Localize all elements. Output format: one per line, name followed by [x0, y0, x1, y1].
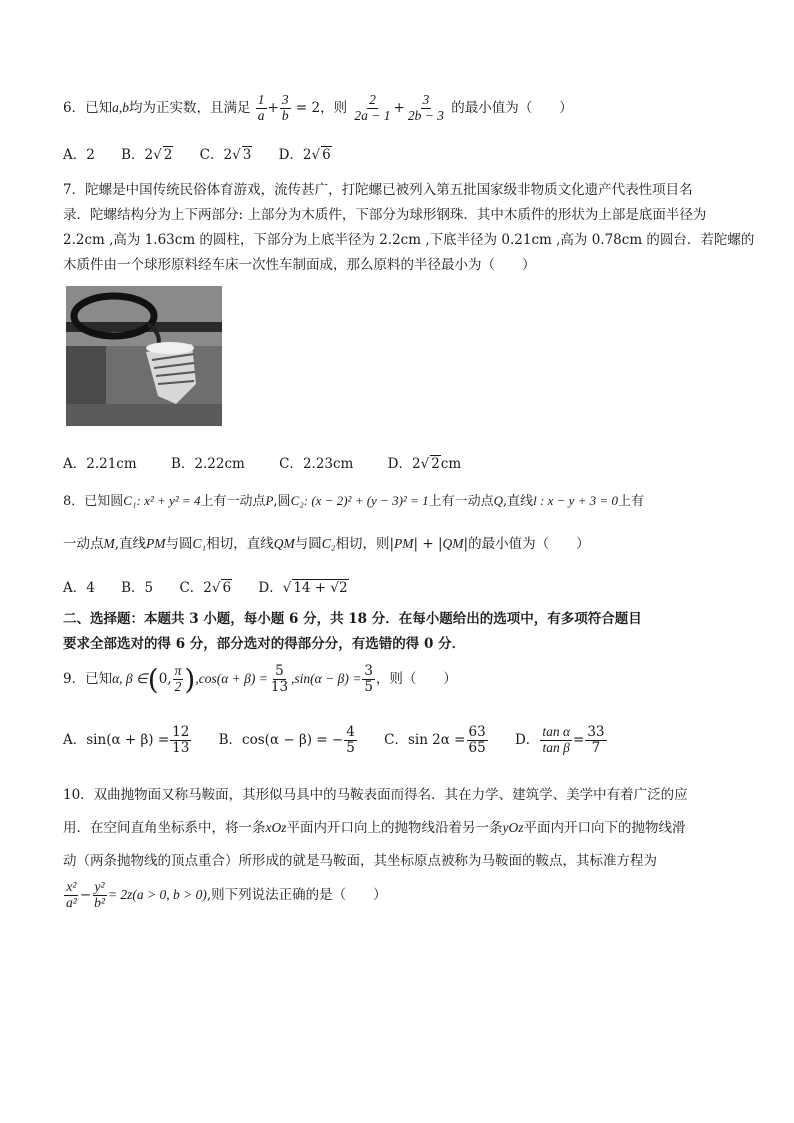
question-10-line-2: 用．在空间直角坐标系中，将一条xOz平面内开口向上的抛物线沿着另一条yOz平面内开口向下的抛物线滑 [63, 820, 686, 836]
question-8-line-1: 8．已知圆C₁: x² + y² = 4上有一动点P,圆C₂: (x − 2)² + (y − 3)² = 1上有一动点Q,直线l : x − y + 3 = 0上有 [63, 493, 644, 509]
option-c: C．2.23cm [279, 456, 354, 472]
question-8-options [63, 576, 371, 596]
fraction-1-over-a: $\frac{1}{a}$ [257, 92, 265, 123]
option-a: A．sin(α + β) = $\frac{12}{13}$ [63, 724, 190, 756]
question-7-line-3: 2.2cm ,高为 1.63cm 的圆柱，下部分为上底半径为 2.2cm ,下底半径为 0.21cm ,高为 0.78cm 的圆台．若陀螺的 [63, 232, 755, 248]
fraction-2-over-2a-1: $\frac{2}{2a - 1}$ [354, 92, 391, 123]
question-7-options [63, 452, 483, 472]
question-7-line-1: 7．陀螺是中国传统民俗体育游戏，流传甚广，打陀螺已被列入第五批国家级非物质文化遗产代表性项目名 [63, 182, 693, 198]
option-b: B．cos(α − β) = − $\frac{4}{5}$ [218, 724, 355, 756]
option-c: C．2√ 3 [199, 147, 252, 163]
fraction-y2-over-b2: $\frac{\text{y²}}{\text{b²}}$ [94, 879, 105, 910]
question-10-line-3: 动（两条抛物线的顶点重合）所形成的就是马鞍面，其坐标原点被称为马鞍面的鞍点，其标准方程为 [63, 853, 657, 869]
question-6-options [63, 143, 354, 163]
option-b: B．2√ 2 [121, 147, 173, 163]
option-a: A．4 [63, 580, 95, 596]
fraction-pi-over-2: $\frac{\pi}{2}$ [174, 663, 182, 694]
option-d: D． $\frac{\text{tan α}}{\text{tan β}}$ = $\frac{33}{7}$ [514, 724, 605, 756]
fraction-x2-over-a2: $\frac{\text{x²}}{\text{a²}}$ [66, 879, 77, 910]
question-9-stem: 9．已知α, β ∈(0, $\frac{\pi}{2}$ ),cos(α + β) = $\frac{5}{13}$ ,sin(α − β) = $\frac{3}{5}$ ，则（ ） [63, 663, 457, 696]
spinning-top-photo [66, 286, 222, 426]
section-2-heading-line-1: 二、选择题：本题共 3 小题，每小题 6 分，共 18 分．在每小题给出的选项中，有多项符合题目 [63, 611, 642, 627]
question-10-line-1: 10．双曲抛物面又称马鞍面，其形似马具中的马鞍表面而得名．其在力学、建筑学、美学中有着广泛的应 [63, 787, 688, 803]
option-d: D．√ 14 + √2 [258, 580, 348, 596]
fraction-3-over-2b-3: $\frac{3}{2b - 3}$ [407, 92, 444, 123]
option-a: A．2.21cm [63, 456, 137, 472]
option-b: B．2.22cm [170, 456, 245, 472]
question-10-equation-line: $\frac{\text{x²}}{\text{a²}}$ − $\frac{\text{y²}}{\text{b²}}$ = 2z(a > 0, b > 0),则下列说法正确的是（ ） [66, 879, 387, 910]
option-c: C．2√ 6 [179, 580, 232, 596]
option-d: D．2√ 2cm [387, 456, 462, 472]
option-b: B．5 [121, 580, 154, 596]
option-c: C．sin 2α = $\frac{63}{65}$ [384, 724, 486, 756]
question-7-line-2: 录．陀螺结构分为上下两部分: 上部分为木质件，下部分为球形钢珠．其中木质件的形状为上部是底面半径为 [63, 207, 707, 223]
fraction-3-over-5: $\frac{3}{5}$ [364, 663, 373, 695]
question-7-line-4: 木质件由一个球形原料经车床一次性车制面成，那么原料的半径最小为（ ） [63, 257, 536, 273]
fraction-5-over-13: $\frac{5}{13}$ [270, 663, 289, 695]
fraction-3-over-b: $\frac{3}{b}$ [281, 92, 289, 123]
question-6-stem: 6．已知a,b均为正实数，且满足 $\frac{1}{a}$ + $\frac{3}{b}$ = 2，则 $\frac{2}{2a - 1}$ + $\frac{3}{2b - 3}$ 的最小值为（ ） [63, 92, 573, 123]
section-2-heading-line-2: 要求全部选对的得 6 分，部分选对的得部分分，有选错的得 0 分． [63, 636, 466, 652]
option-d: D．2√ 6 [278, 147, 331, 163]
question-8-line-2: 一动点M,直线PM与圆C₁相切，直线QM与圆C₂相切，则|PM| + |QM|的最小值为（ ） [63, 536, 590, 552]
option-a: A．2 [63, 147, 95, 163]
question-9-options [63, 725, 630, 756]
